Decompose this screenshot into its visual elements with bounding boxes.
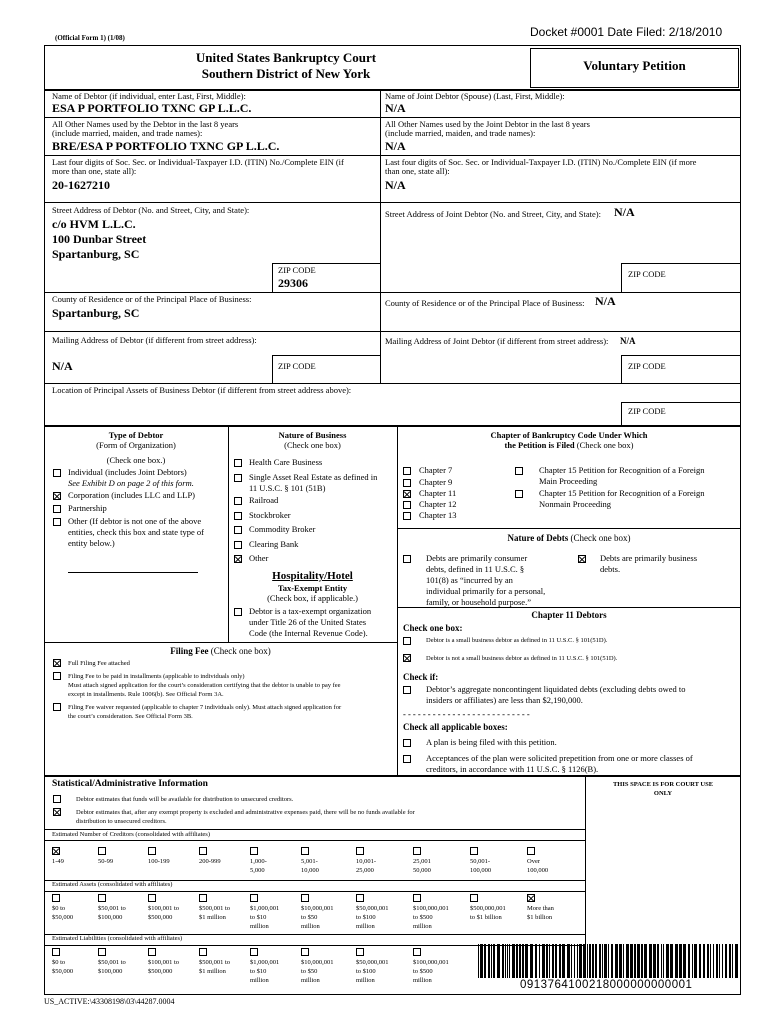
liabilities-option-0-line-0: $0 to bbox=[52, 959, 66, 966]
opt-small-business: Debtor is a small business debtor as defined in 11 U.S.C. § 101(51D). bbox=[426, 637, 608, 644]
stats-no-funds-1: Debtor estimates that, after any exempt property is excluded and administrative expenses paid, there will be no funds available for bbox=[76, 809, 415, 816]
joint-county[interactable]: N/A bbox=[595, 294, 616, 308]
liabilities-option-3-line-1: $1 million bbox=[199, 968, 226, 975]
assets-option-8-line-0: $500,000,001 bbox=[470, 905, 506, 912]
barcode bbox=[476, 944, 742, 982]
opt-acceptances-1: Acceptances of the plan were solicited prepetition from one or more classes of bbox=[426, 753, 693, 763]
opt-chapter-15-nonmain-2: Nonmain Proceeding bbox=[539, 499, 611, 509]
debtor-mailing[interactable]: N/A bbox=[52, 359, 73, 373]
debtor-mailing-zip-label: ZIP CODE bbox=[278, 361, 316, 371]
checkbox-chapter-15-main[interactable] bbox=[515, 467, 523, 475]
barcode-number: 0913764100218000000000001 bbox=[520, 979, 693, 991]
assets-option-1-line-1: $100,000 bbox=[98, 914, 123, 921]
nature-debts-check: (Check one box) bbox=[568, 533, 631, 543]
opt-health-care: Health Care Business bbox=[249, 457, 323, 467]
assets-option-6-line-0: $50,000,001 bbox=[356, 905, 389, 912]
opt-full-fee: Full Filing Fee attached bbox=[68, 660, 130, 667]
creditors-checkbox-7[interactable] bbox=[413, 847, 421, 855]
assets-option-2-line-0: $100,001 to bbox=[148, 905, 180, 912]
consumer-debts-2: debts, defined in 11 U.S.C. § bbox=[426, 564, 525, 574]
aggregate-debts-1: Debtor’s aggregate noncontingent liquidated debts (excluding debts owed to bbox=[426, 684, 686, 694]
opt-installments-3: except in installments. Rule 1006(b). See Official Form 3A. bbox=[68, 691, 224, 698]
creditors-option-7-line-0: 25,001 bbox=[413, 858, 431, 865]
assets-option-4-line-1: to $10 bbox=[250, 914, 267, 921]
chapter-title-2a: the Petition is Filed bbox=[504, 440, 575, 450]
creditors-label: Estimated Number of Creditors (consolidated with affiliates) bbox=[52, 831, 211, 838]
checkbox-stockbroker[interactable] bbox=[234, 512, 242, 520]
checkbox-fee-waiver[interactable] bbox=[53, 703, 61, 711]
aggregate-debts-2: insiders or affiliates) are less than $2,190,000. bbox=[426, 695, 583, 705]
tax-exempt-1: Debtor is a tax-exempt organization bbox=[249, 606, 372, 616]
filing-fee-heading bbox=[44, 646, 397, 656]
checkbox-full-fee[interactable] bbox=[53, 659, 61, 667]
court-name: United States Bankruptcy Court bbox=[195, 50, 377, 65]
creditors-option-4-line-0: 1,000- bbox=[250, 858, 267, 865]
creditors-option-6-line-0: 10,001- bbox=[356, 858, 377, 865]
liabilities-option-6-line-2: million bbox=[356, 977, 375, 984]
liabilities-option-2-line-1: $500,000 bbox=[148, 968, 173, 975]
assets-option-0-line-0: $0 to bbox=[52, 905, 66, 912]
checkbox-chapter-11[interactable] bbox=[403, 490, 411, 498]
consumer-debts-4: individual primarily for a personal, bbox=[426, 586, 546, 596]
creditors-checkbox-4[interactable] bbox=[250, 847, 258, 855]
checkbox-partnership[interactable] bbox=[53, 505, 61, 513]
creditors-option-0-line-0: 1-49 bbox=[52, 858, 64, 865]
stats-title: Statistical/Administrative Information bbox=[52, 779, 208, 789]
liabilities-label: Estimated Liabilities (consolidated with affiliates) bbox=[52, 935, 183, 942]
type-of-debtor-title: Type of Debtor bbox=[108, 430, 164, 440]
joint-mailing-label: Mailing Address of Joint Debtor (if different from street address): bbox=[385, 336, 609, 346]
assets-checkbox-6[interactable] bbox=[356, 894, 364, 902]
checkbox-clearing-bank[interactable] bbox=[234, 541, 242, 549]
debtor-zip-label: ZIP CODE bbox=[278, 265, 316, 275]
debtor-ein-label-1: Last four digits of Soc. Sec. or Individual-Taxpayer I.D. (ITIN) No./Complete EIN (if bbox=[52, 157, 344, 167]
other-entity-line[interactable] bbox=[68, 572, 198, 573]
checkbox-corporation[interactable] bbox=[53, 492, 61, 500]
joint-street[interactable]: N/A bbox=[614, 205, 635, 219]
debtor-street-label: Street Address of Debtor (No. and Street, City, and State): bbox=[52, 205, 250, 215]
opt-single-asset-2: 11 U.S.C. § 101 (51B) bbox=[249, 483, 326, 493]
consumer-debts-1: Debts are primarily consumer bbox=[426, 553, 528, 563]
chapter-title-1: Chapter of Bankruptcy Code Under Which bbox=[490, 430, 648, 440]
checkbox-plan-filed[interactable] bbox=[403, 739, 411, 747]
assets-checkbox-7[interactable] bbox=[413, 894, 421, 902]
chapter-title-2 bbox=[397, 441, 741, 451]
opt-installments-1: Filing Fee to be paid in installments (applicable to individuals only) bbox=[68, 673, 245, 680]
joint-mailing[interactable]: N/A bbox=[620, 336, 636, 346]
location-label: Location of Principal Assets of Business Debtor (if different from street address above): bbox=[52, 385, 352, 395]
creditors-option-7-line-1: 50,000 bbox=[413, 867, 431, 874]
joint-other-label-2: (include married, maiden, and trade names): bbox=[385, 128, 536, 138]
assets-checkbox-8[interactable] bbox=[470, 894, 478, 902]
opt-chapter-15-main-2: Main Proceeding bbox=[539, 476, 598, 486]
filing-fee-title: Filing Fee bbox=[170, 646, 209, 656]
joint-ein[interactable]: N/A bbox=[385, 178, 406, 192]
opt-other-entity-1: Other (If debtor is not one of the above bbox=[68, 516, 202, 526]
creditors-checkbox-6[interactable] bbox=[356, 847, 364, 855]
assets-option-2-line-1: $500,000 bbox=[148, 914, 173, 921]
other-business-value[interactable]: Hospitality/Hotel bbox=[272, 570, 353, 582]
assets-option-3-line-1: $1 million bbox=[199, 914, 226, 921]
consumer-debts-5: family, or household purpose.” bbox=[426, 597, 531, 607]
checkbox-commodity-broker[interactable] bbox=[234, 526, 242, 534]
nature-business-check: (Check one box) bbox=[284, 440, 341, 450]
creditors-checkbox-3[interactable] bbox=[199, 847, 207, 855]
court-use-1: THIS SPACE IS FOR COURT USE bbox=[612, 781, 714, 788]
liabilities-option-5-line-1: to $50 bbox=[301, 968, 318, 975]
creditors-checkbox-1[interactable] bbox=[98, 847, 106, 855]
opt-single-asset-1: Single Asset Real Estate as defined in bbox=[249, 472, 378, 482]
assets-option-7-line-2: million bbox=[413, 923, 432, 930]
business-debts-1: Debts are primarily business bbox=[600, 553, 698, 563]
checkbox-railroad[interactable] bbox=[234, 497, 242, 505]
checkbox-installments[interactable] bbox=[53, 672, 61, 680]
assets-option-0-line-1: $50,000 bbox=[52, 914, 74, 921]
opt-chapter-12: Chapter 12 bbox=[419, 499, 457, 509]
opt-acceptances-2: creditors, in accordance with 11 U.S.C. § 1126(B). bbox=[426, 764, 599, 774]
assets-checkbox-1[interactable] bbox=[98, 894, 106, 902]
checkbox-funds-available[interactable] bbox=[53, 795, 61, 803]
debtor-other-label-1: All Other Names used by the Debtor in the last 8 years bbox=[52, 119, 239, 129]
debtor-county[interactable]: Spartanburg, SC bbox=[52, 306, 140, 320]
stats-funds-available: Debtor estimates that funds will be available for distribution to unsecured creditors. bbox=[76, 796, 294, 803]
joint-other-label-1: All Other Names used by the Joint Debtor in the last 8 years bbox=[385, 119, 590, 129]
checkbox-chapter-15-nonmain[interactable] bbox=[515, 490, 523, 498]
opt-chapter-15-main-1: Chapter 15 Petition for Recognition of a Foreign bbox=[539, 465, 705, 475]
opt-chapter-13: Chapter 13 bbox=[419, 510, 457, 520]
liabilities-checkbox-4[interactable] bbox=[250, 948, 258, 956]
liabilities-checkbox-7[interactable] bbox=[413, 948, 421, 956]
creditors-checkbox-5[interactable] bbox=[301, 847, 309, 855]
docket-stamp: Docket #0001 Date Filed: 2/18/2010 bbox=[530, 25, 723, 39]
opt-chapter-11: Chapter 11 bbox=[419, 488, 457, 498]
assets-checkbox-0[interactable] bbox=[52, 894, 60, 902]
nature-debts-title: Nature of Debts bbox=[507, 533, 569, 543]
joint-name[interactable]: N/A bbox=[385, 101, 406, 115]
creditors-option-8-line-1: 100,000 bbox=[470, 867, 492, 874]
liabilities-option-7-line-2: million bbox=[413, 977, 432, 984]
liabilities-option-0-line-1: $50,000 bbox=[52, 968, 74, 975]
opt-corporation: Corporation (includes LLC and LLP) bbox=[68, 490, 196, 500]
nature-business-title: Nature of Business bbox=[278, 430, 347, 440]
debtor-ein[interactable]: 20-1627210 bbox=[52, 178, 110, 192]
assets-option-4-line-2: million bbox=[250, 923, 269, 930]
liabilities-option-4-line-2: million bbox=[250, 977, 269, 984]
consumer-debts-3: 101(8) as “incurred by an bbox=[426, 575, 513, 585]
debtor-ein-label-2: more than one, state all): bbox=[52, 166, 137, 176]
assets-option-1-line-0: $50,001 to bbox=[98, 905, 126, 912]
assets-option-9-line-0: More than bbox=[527, 905, 554, 912]
creditors-option-9-line-0: Over bbox=[527, 858, 540, 865]
assets-option-5-line-0: $10,000,001 bbox=[301, 905, 334, 912]
opt-fee-waiver-2: the court’s consideration. See Official Form 3B. bbox=[68, 713, 193, 720]
assets-checkbox-2[interactable] bbox=[148, 894, 156, 902]
joint-ein-label-1: Last four digits of Soc. Sec. or Individual-Taxpayer I.D. (ITIN) No./Complete EIN (if more bbox=[385, 157, 697, 167]
checkbox-business-debts[interactable] bbox=[578, 555, 586, 563]
opt-commodity-broker: Commodity Broker bbox=[249, 524, 316, 534]
creditors-option-3-line-0: 200-999 bbox=[199, 858, 221, 865]
checkbox-chapter-13[interactable] bbox=[403, 512, 411, 520]
opt-other-business: Other bbox=[249, 553, 269, 563]
creditors-option-6-line-1: 25,000 bbox=[356, 867, 374, 874]
liabilities-option-4-line-0: $1,000,001 bbox=[250, 959, 280, 966]
joint-street-label: Street Address of Joint Debtor (No. and Street, City, and State): bbox=[385, 209, 601, 219]
opt-individual-note: See Exhibit D on page 2 of this form. bbox=[68, 478, 194, 488]
tax-exempt-2: under Title 26 of the United States bbox=[249, 617, 367, 627]
nature-debts-heading bbox=[397, 533, 741, 543]
creditors-option-2-line-0: 100-199 bbox=[148, 858, 170, 865]
assets-option-9-line-1: $1 billion bbox=[527, 914, 553, 921]
debtor-zip[interactable]: 29306 bbox=[278, 276, 308, 290]
liabilities-checkbox-1[interactable] bbox=[98, 948, 106, 956]
joint-name-label: Name of Joint Debtor (Spouse) (Last, First, Middle): bbox=[385, 91, 565, 101]
type-of-debtor-subtitle: (Form of Organization) bbox=[96, 440, 176, 450]
opt-other-entity-3: entity below.) bbox=[68, 538, 115, 548]
opt-railroad: Railroad bbox=[249, 495, 279, 505]
assets-checkbox-4[interactable] bbox=[250, 894, 258, 902]
liabilities-checkbox-2[interactable] bbox=[148, 948, 156, 956]
joint-other-names[interactable]: N/A bbox=[385, 139, 406, 153]
assets-checkbox-9[interactable] bbox=[527, 894, 535, 902]
assets-checkbox-3[interactable] bbox=[199, 894, 207, 902]
checkbox-chapter-9[interactable] bbox=[403, 479, 411, 487]
debtor-county-label: County of Residence or of the Principal Place of Business: bbox=[52, 294, 252, 304]
liabilities-option-5-line-0: $10,000,001 bbox=[301, 959, 334, 966]
checkbox-small-business[interactable] bbox=[403, 637, 411, 645]
assets-option-8-line-1: to $1 billion bbox=[470, 914, 502, 921]
joint-mailing-zip-label: ZIP CODE bbox=[628, 361, 666, 371]
creditors-option-8-line-0: 50,001- bbox=[470, 858, 491, 865]
creditors-checkbox-9[interactable] bbox=[527, 847, 535, 855]
assets-option-7-line-1: to $500 bbox=[413, 914, 433, 921]
opt-chapter-7: Chapter 7 bbox=[419, 465, 453, 475]
debtor-name[interactable]: ESA P PORTFOLIO TXNC GP L.L.C. bbox=[52, 101, 252, 115]
ch11-title: Chapter 11 Debtors bbox=[531, 610, 607, 620]
tax-exempt-check: (Check box, if applicable.) bbox=[267, 593, 358, 603]
liabilities-checkbox-3[interactable] bbox=[199, 948, 207, 956]
assets-checkbox-5[interactable] bbox=[301, 894, 309, 902]
liabilities-option-5-line-2: million bbox=[301, 977, 320, 984]
joint-ein-label-2: than one, state all): bbox=[385, 166, 450, 176]
ch11-dashes: - - - - - - - - - - - - - - - - - - - - - - - - - - bbox=[403, 709, 530, 719]
creditors-checkbox-8[interactable] bbox=[470, 847, 478, 855]
ch11-check-one: Check one box: bbox=[403, 623, 463, 633]
liabilities-checkbox-0[interactable] bbox=[52, 948, 60, 956]
court-district: Southern District of New York bbox=[201, 66, 371, 81]
checkbox-not-small-business[interactable] bbox=[403, 654, 411, 662]
checkbox-chapter-7[interactable] bbox=[403, 467, 411, 475]
opt-stockbroker: Stockbroker bbox=[249, 510, 291, 520]
creditors-option-9-line-1: 100,000 bbox=[527, 867, 549, 874]
checkbox-chapter-12[interactable] bbox=[403, 501, 411, 509]
creditors-checkbox-2[interactable] bbox=[148, 847, 156, 855]
business-debts-2: debts. bbox=[600, 564, 621, 574]
tax-exempt-3: Code (the Internal Revenue Code). bbox=[249, 628, 368, 638]
opt-clearing-bank: Clearing Bank bbox=[249, 539, 299, 549]
creditors-option-5-line-1: 10,000 bbox=[301, 867, 319, 874]
liabilities-checkbox-6[interactable] bbox=[356, 948, 364, 956]
debtor-street-1[interactable]: c/o HVM L.L.C. bbox=[52, 217, 136, 231]
liabilities-checkbox-5[interactable] bbox=[301, 948, 309, 956]
location-zip-label: ZIP CODE bbox=[628, 406, 666, 416]
assets-option-3-line-0: $500,001 to bbox=[199, 905, 231, 912]
opt-individual: Individual (includes Joint Debtors) bbox=[68, 467, 187, 477]
opt-chapter-15-nonmain-1: Chapter 15 Petition for Recognition of a Foreign bbox=[539, 488, 705, 498]
checkbox-individual[interactable] bbox=[53, 469, 61, 477]
liabilities-option-6-line-0: $50,000,001 bbox=[356, 959, 389, 966]
court-use-2: ONLY bbox=[653, 790, 673, 797]
assets-option-5-line-2: million bbox=[301, 923, 320, 930]
debtor-street-3[interactable]: Spartanburg, SC bbox=[52, 247, 140, 261]
liabilities-option-1-line-0: $50,001 to bbox=[98, 959, 126, 966]
liabilities-option-7-line-1: to $500 bbox=[413, 968, 433, 975]
creditors-option-4-line-1: 5,000 bbox=[250, 867, 265, 874]
debtor-name-label: Name of Debtor (if individual, enter Last, First, Middle): bbox=[52, 91, 246, 101]
petition-title: Voluntary Petition bbox=[583, 58, 686, 73]
creditors-option-1-line-0: 50-99 bbox=[98, 858, 114, 865]
opt-plan-filed: A plan is being filed with this petition. bbox=[426, 737, 557, 747]
opt-partnership: Partnership bbox=[68, 503, 107, 513]
ch11-check-if: Check if: bbox=[403, 672, 439, 682]
checkbox-other-business[interactable] bbox=[234, 555, 242, 563]
type-of-debtor-check: (Check one box.) bbox=[106, 455, 166, 465]
ch11-check-all: Check all applicable boxes: bbox=[403, 722, 508, 732]
filing-fee-check: (Check one box) bbox=[208, 646, 271, 656]
debtor-other-names[interactable]: BRE/ESA P PORTFOLIO TXNC GP L.L.C. bbox=[52, 139, 280, 153]
liabilities-option-7-line-0: $100,000,001 bbox=[413, 959, 449, 966]
assets-label: Estimated Assets (consolidated with affiliates) bbox=[52, 881, 173, 888]
liabilities-option-1-line-1: $100,000 bbox=[98, 968, 123, 975]
checkbox-no-funds[interactable] bbox=[53, 808, 61, 816]
assets-option-4-line-0: $1,000,001 bbox=[250, 905, 280, 912]
checkbox-acceptances[interactable] bbox=[403, 755, 411, 763]
liabilities-option-4-line-1: to $10 bbox=[250, 968, 267, 975]
opt-chapter-9: Chapter 9 bbox=[419, 477, 453, 487]
assets-option-6-line-1: to $100 bbox=[356, 914, 376, 921]
liabilities-option-6-line-1: to $100 bbox=[356, 968, 376, 975]
tax-exempt-title: Tax-Exempt Entity bbox=[277, 583, 348, 593]
checkbox-consumer-debts[interactable] bbox=[403, 555, 411, 563]
opt-installments-2: Must attach signed application for the court’s consideration certifying that the debtor is unable to pay fee bbox=[68, 682, 341, 689]
chapter-title-2b: (Check one box) bbox=[574, 440, 634, 450]
checkbox-single-asset[interactable] bbox=[234, 474, 242, 482]
joint-zip-label: ZIP CODE bbox=[628, 269, 666, 279]
stats-no-funds-2: distribution to unsecured creditors. bbox=[76, 818, 167, 825]
checkbox-aggregate-debts[interactable] bbox=[403, 686, 411, 694]
joint-county-label: County of Residence or of the Principal Place of Business: bbox=[385, 298, 585, 308]
debtor-mailing-label: Mailing Address of Debtor (if different from street address): bbox=[52, 335, 257, 345]
checkbox-health-care[interactable] bbox=[234, 459, 242, 467]
checkbox-tax-exempt[interactable] bbox=[234, 608, 242, 616]
opt-other-entity-2: entities, check this box and state type of bbox=[68, 527, 204, 537]
liabilities-option-2-line-0: $100,001 to bbox=[148, 959, 180, 966]
opt-not-small-business: Debtor is not a small business debtor as defined in 11 U.S.C. § 101(51D). bbox=[426, 655, 618, 662]
opt-fee-waiver-1: Filing Fee waiver requested (applicable to chapter 7 individuals only). Must attach signed application for bbox=[68, 704, 342, 711]
debtor-other-label-2: (include married, maiden, and trade names): bbox=[52, 128, 203, 138]
assets-option-7-line-0: $100,000,001 bbox=[413, 905, 449, 912]
liabilities-option-3-line-0: $500,001 to bbox=[199, 959, 231, 966]
footer-id: US_ACTIVE:\43308198\03\44287.0004 bbox=[44, 997, 175, 1006]
assets-option-5-line-1: to $50 bbox=[301, 914, 318, 921]
assets-option-6-line-2: million bbox=[356, 923, 375, 930]
creditors-checkbox-0[interactable] bbox=[52, 847, 60, 855]
creditors-option-5-line-0: 5,001- bbox=[301, 858, 318, 865]
checkbox-other-entity[interactable] bbox=[53, 518, 61, 526]
form-id: (Official Form 1) (1/08) bbox=[55, 34, 125, 42]
debtor-street-2[interactable]: 100 Dunbar Street bbox=[52, 232, 147, 246]
